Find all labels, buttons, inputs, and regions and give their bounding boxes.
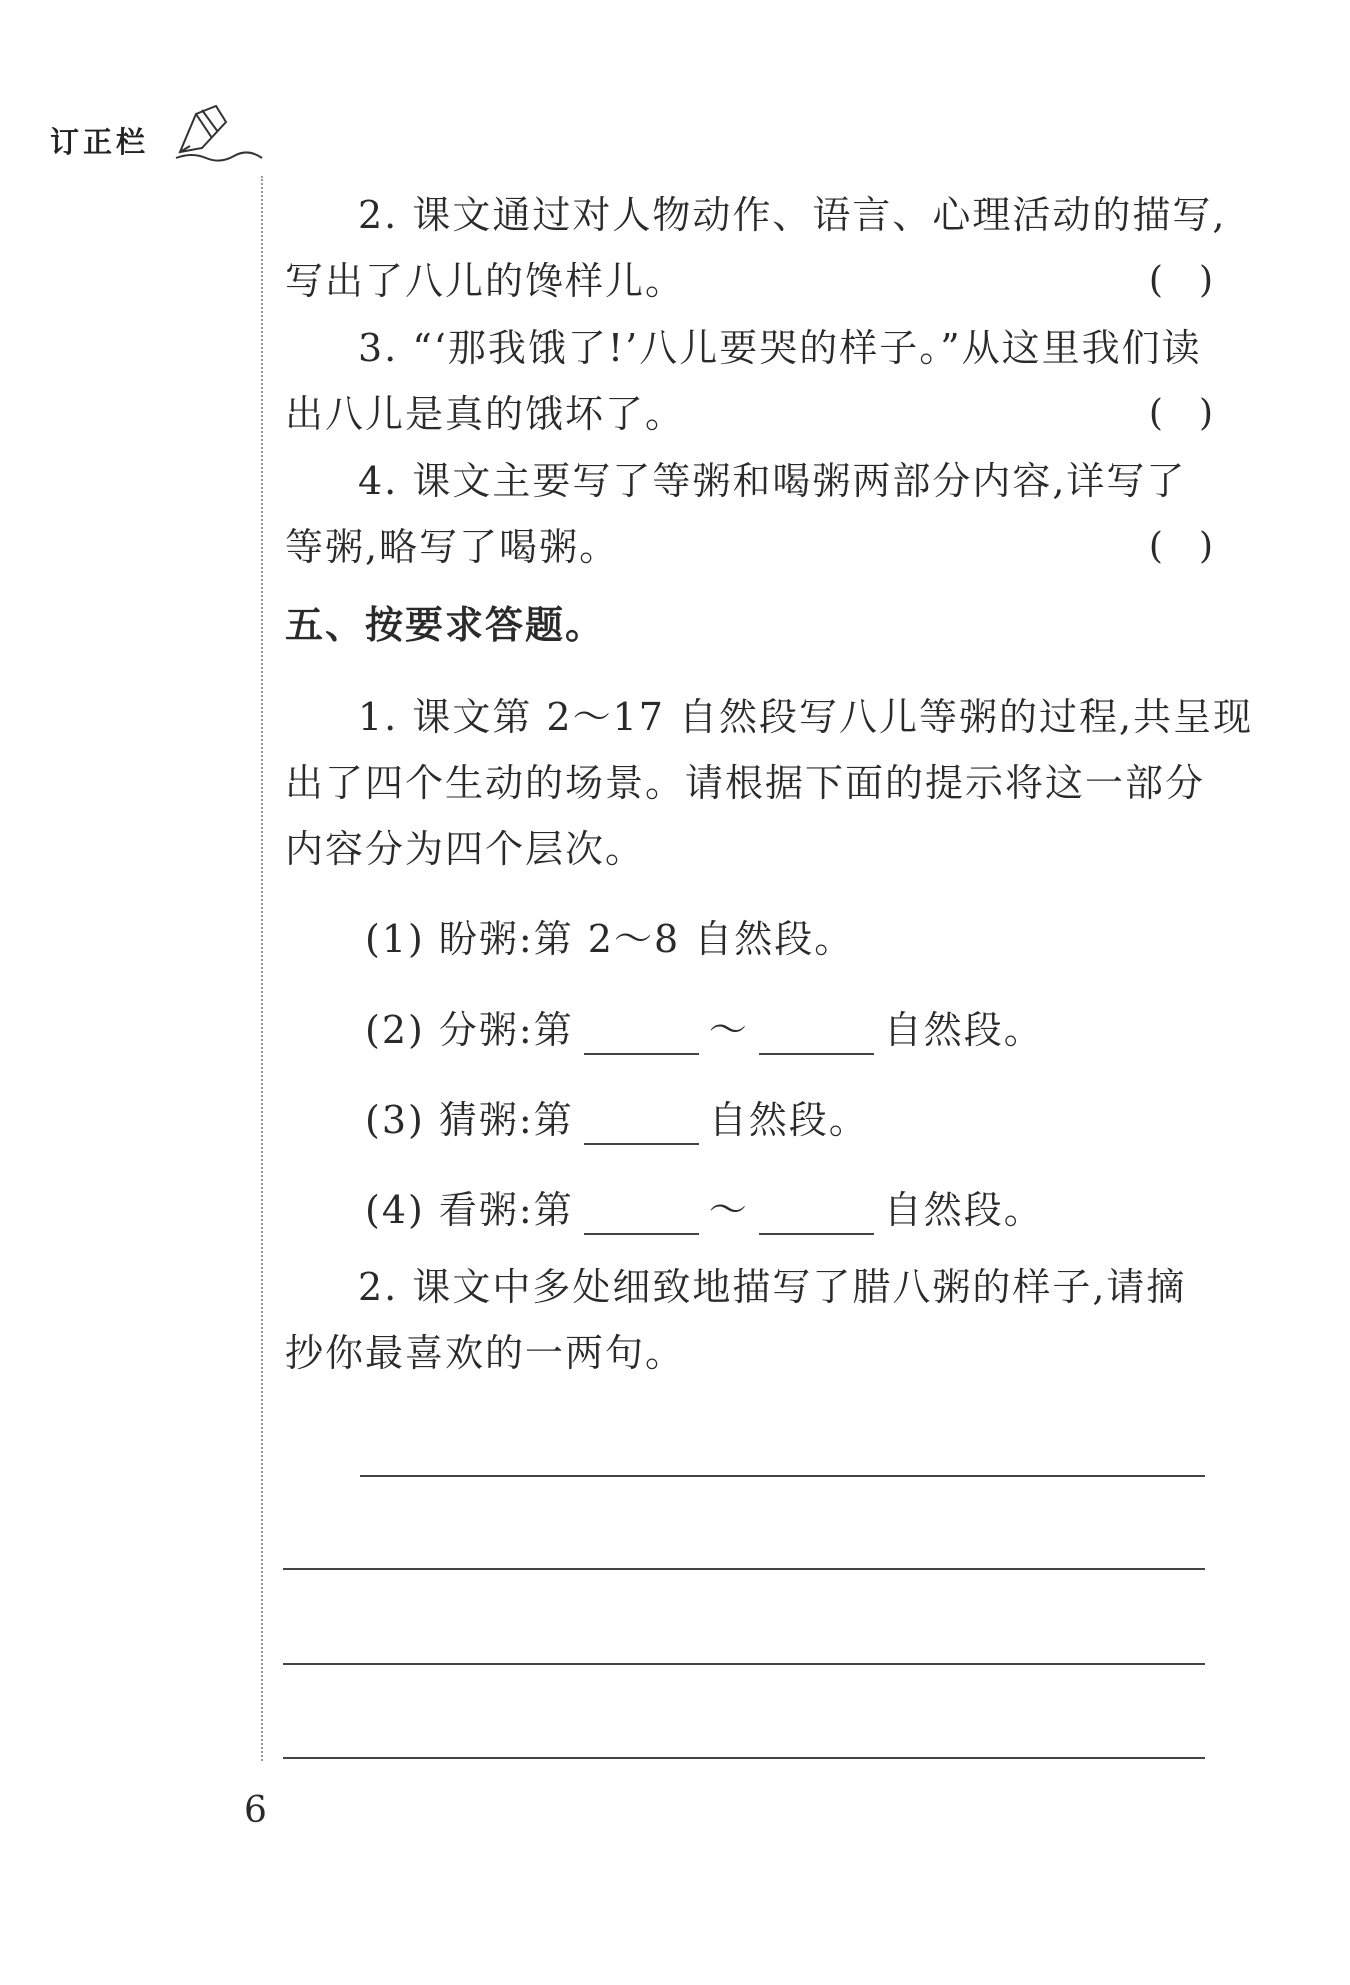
item-2-answer-paren[interactable]: ( ) bbox=[1148, 260, 1213, 301]
q1-part-3-blank[interactable] bbox=[584, 1109, 699, 1145]
q1-part-2-blank-start[interactable] bbox=[584, 1019, 699, 1055]
q1-part-4-prefix: (4) 看粥:第 bbox=[365, 1188, 574, 1232]
q1-part-4-sep: ～ bbox=[708, 1188, 749, 1232]
answer-line[interactable] bbox=[283, 1568, 1205, 1570]
item-3-line-1: 3. “‘那我饿了!’八儿要哭的样子。”从这里我们读 bbox=[358, 326, 1202, 370]
q1-part-3 bbox=[365, 1095, 869, 1145]
item-4-answer-paren[interactable]: ( ) bbox=[1148, 526, 1213, 567]
q1-part-4 bbox=[365, 1185, 1044, 1235]
answer-line[interactable] bbox=[360, 1475, 1205, 1477]
q1-part-4-blank-start[interactable] bbox=[584, 1199, 699, 1235]
page-number: 6 bbox=[244, 1790, 267, 1831]
item-4-line-2: 等粥,略写了喝粥。 bbox=[285, 525, 620, 569]
q2-line-2: 抄你最喜欢的一两句。 bbox=[285, 1331, 686, 1375]
q1-line-1: 1. 课文第 2～17 自然段写八儿等粥的过程,共呈现 bbox=[358, 695, 1254, 739]
q1-part-2-suffix: 自然段。 bbox=[883, 1008, 1044, 1052]
q1-line-3: 内容分为四个层次。 bbox=[285, 827, 646, 871]
margin-title: 订正栏 bbox=[50, 125, 150, 159]
q1-part-1: (1) 盼粥:第 2～8 自然段。 bbox=[365, 917, 855, 961]
q1-part-2-sep: ～ bbox=[708, 1008, 749, 1052]
q1-part-4-suffix: 自然段。 bbox=[883, 1188, 1044, 1232]
q1-line-2: 出了四个生动的场景。请根据下面的提示将这一部分 bbox=[285, 761, 1206, 805]
item-2-line-1: 2. 课文通过对人物动作、语言、心理活动的描写, bbox=[358, 193, 1227, 237]
q2-line-1: 2. 课文中多处细致地描写了腊八粥的样子,请摘 bbox=[358, 1265, 1187, 1309]
item-2-line-2: 写出了八儿的馋样儿。 bbox=[285, 259, 686, 303]
q1-part-2 bbox=[365, 1005, 1044, 1055]
q1-part-3-suffix: 自然段。 bbox=[708, 1098, 869, 1142]
section-5-heading: 五、按要求答题。 bbox=[285, 603, 606, 647]
q1-part-3-prefix: (3) 猜粥:第 bbox=[365, 1098, 574, 1142]
answer-line[interactable] bbox=[283, 1663, 1205, 1665]
item-3-answer-paren[interactable]: ( ) bbox=[1148, 393, 1213, 434]
q1-part-2-prefix: (2) 分粥:第 bbox=[365, 1008, 574, 1052]
item-3-line-2: 出八儿是真的饿坏了。 bbox=[285, 392, 686, 436]
item-4-line-1: 4. 课文主要写了等粥和喝粥两部分内容,详写了 bbox=[358, 459, 1187, 503]
answer-line[interactable] bbox=[283, 1757, 1205, 1759]
q1-part-2-blank-end[interactable] bbox=[759, 1019, 874, 1055]
margin-divider bbox=[261, 176, 263, 1761]
pencil-icon bbox=[172, 100, 264, 164]
q1-part-4-blank-end[interactable] bbox=[759, 1199, 874, 1235]
